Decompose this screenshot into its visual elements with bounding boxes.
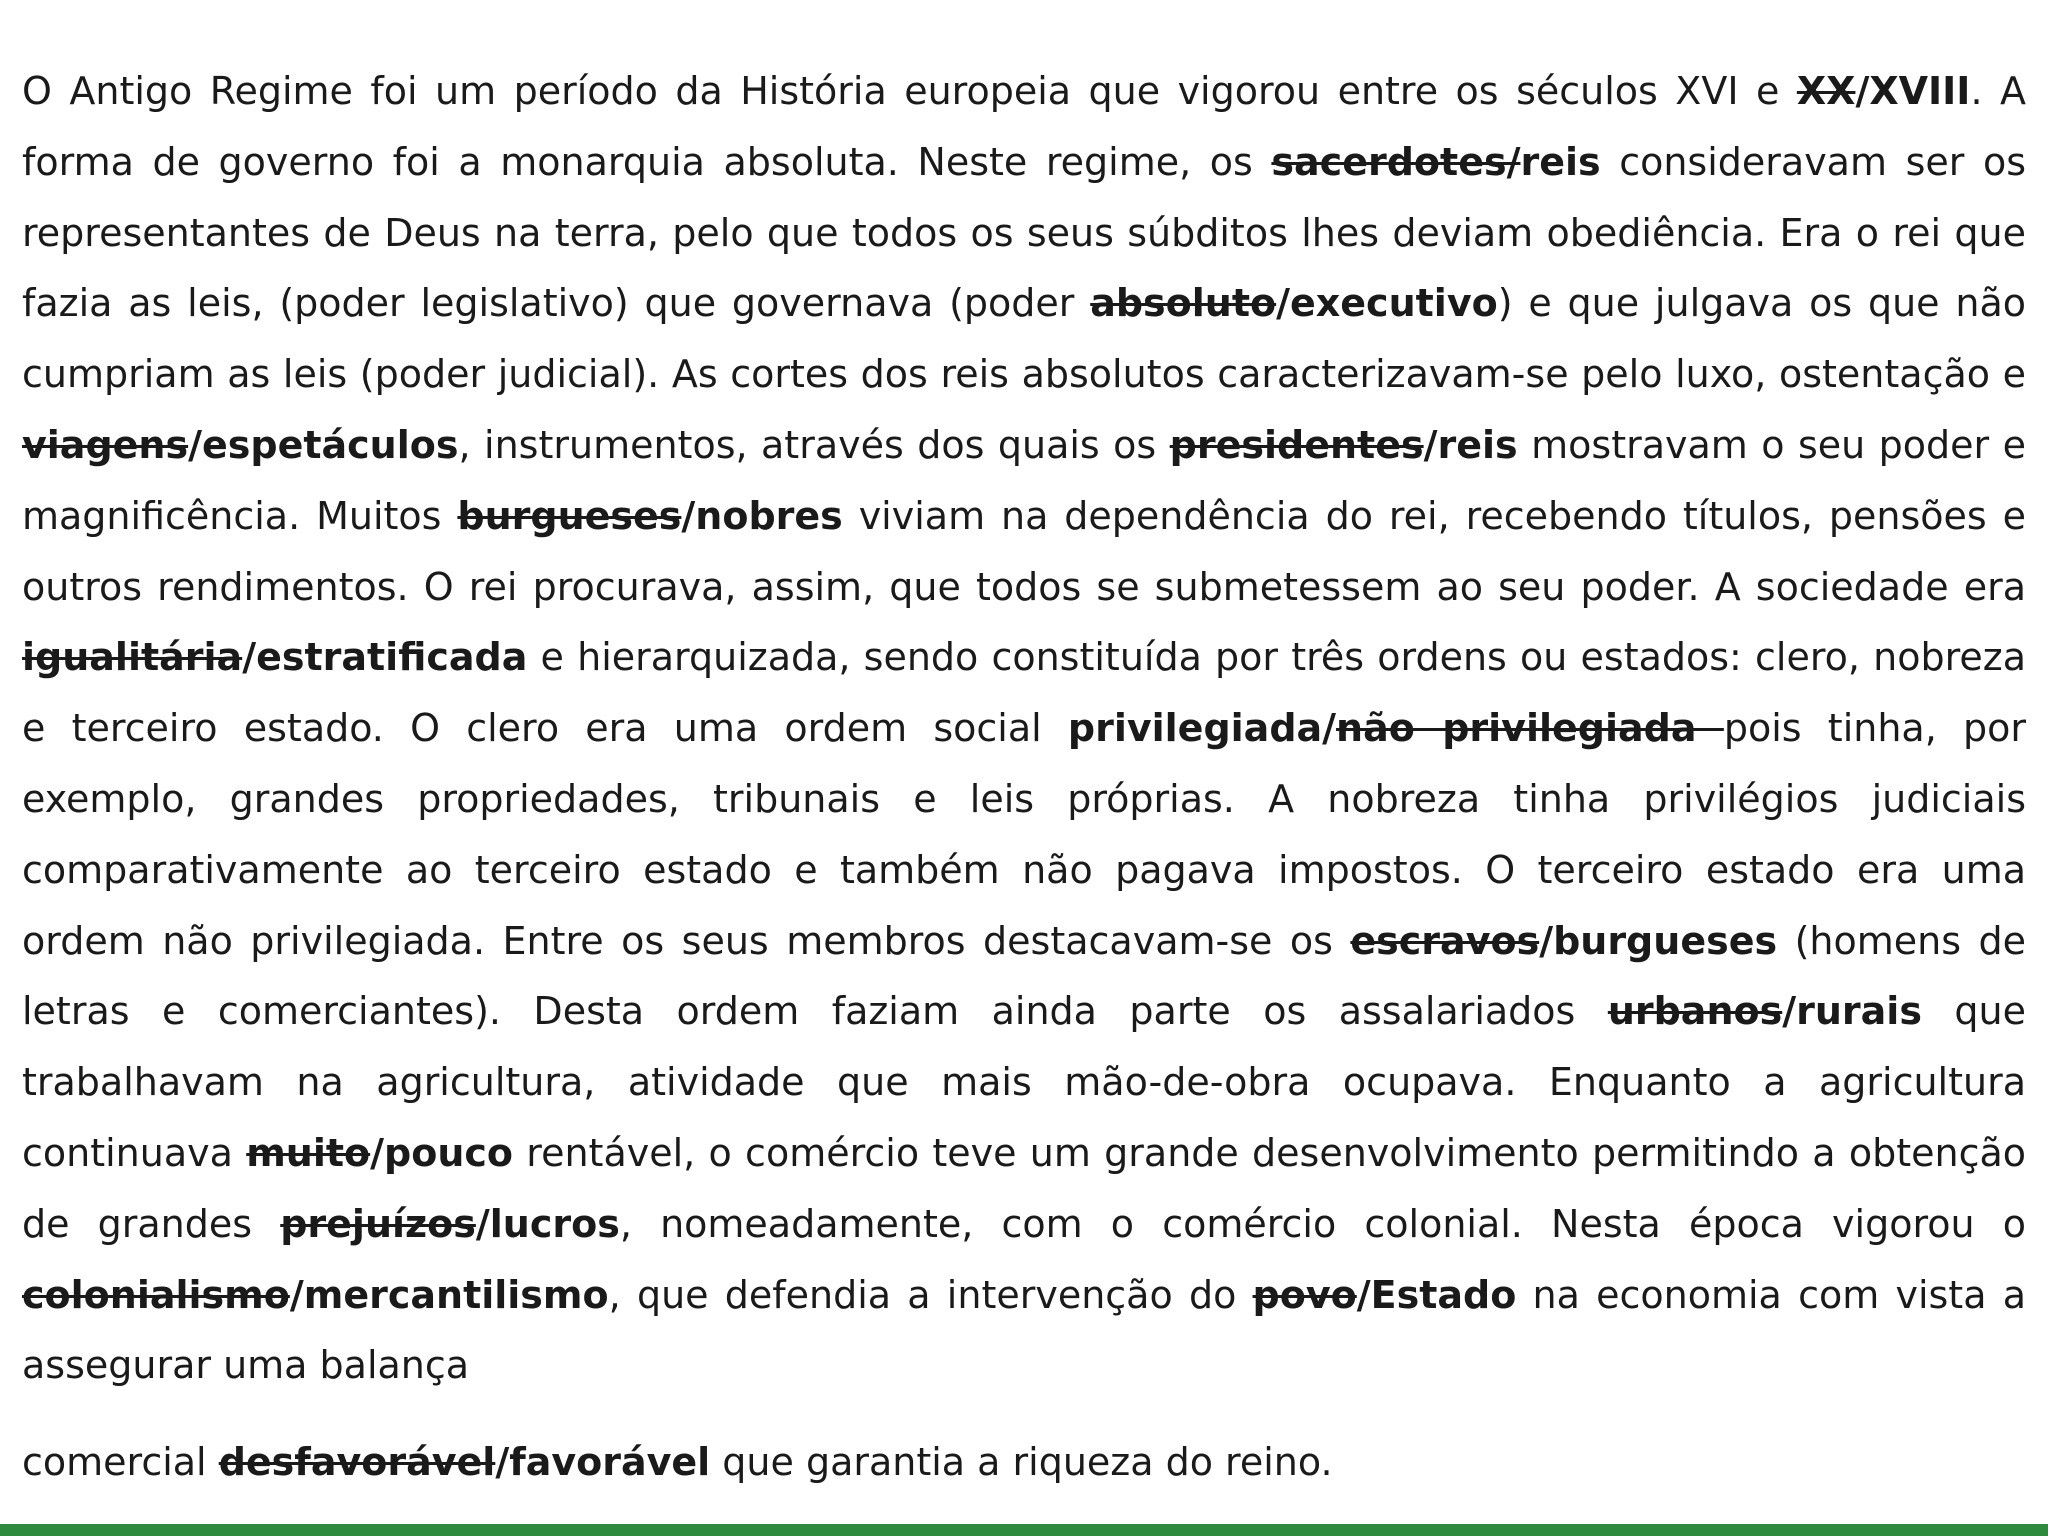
correct-option: /burgueses xyxy=(1539,918,1778,963)
struck-option: desfavorável xyxy=(218,1440,496,1485)
text-run: ) e que julgava os que não cumpriam as leis (poder judicial). As cortes dos reis absolutos caracterizavam-se pelo luxo, ostentação e xyxy=(22,281,2026,397)
bottom-accent-bar xyxy=(0,1524,2048,1536)
text-run: viviam na dependência do rei, recebendo títulos, pensões e outros rendimentos. O rei procurava, assim, que todos se submetessem ao seu poder. A sociedade era xyxy=(22,493,2026,609)
correct-option: /Estado xyxy=(1356,1272,1517,1317)
text-run: que garantia a riqueza do reino. xyxy=(710,1440,1333,1485)
struck-option: presidentes xyxy=(1169,422,1424,467)
correct-option: /reis xyxy=(1423,422,1518,467)
text-run: rentável, o comércio teve um grande desenvolvimento permitindo a obtenção de grandes xyxy=(22,1130,2027,1246)
text-run: , instrumentos, através dos quais os xyxy=(458,422,1170,467)
struck-option: igualitária xyxy=(22,635,243,680)
struck-option: absoluto xyxy=(1090,281,1277,326)
correct-option: reis xyxy=(1520,139,1601,184)
correct-option: /estratificada xyxy=(242,635,528,680)
text-run: que trabalhavam na agricultura, atividade que mais mão-de-obra ocupava. Enquanto a agricultura continuava xyxy=(22,989,2026,1175)
struck-option: XX xyxy=(1796,69,1856,113)
text-run: mostravam o seu poder e magnificência. Muitos xyxy=(22,422,2026,538)
text-run: pois tinha, por exemplo, grandes propriedades, tribunais e leis próprias. A nobreza tinha privilégios judiciais comparativamente ao terceiro estado e também não pagava impostos. O terceiro estado era uma ordem não privilegiada. Entre os seus membros destacavam-se os xyxy=(22,706,2026,963)
correct-option: /nobres xyxy=(681,493,843,538)
correct-option: /XVIII xyxy=(1855,69,1971,113)
text-run: e hierarquizada, sendo constituída por três ordens ou estados: clero, nobreza e terceiro estado. O clero era uma ordem social xyxy=(22,635,2026,751)
text-run: , nomeadamente, com o comércio colonial. Nesta época vigorou o xyxy=(619,1201,2026,1246)
text-run: comercial xyxy=(22,1440,219,1485)
struck-option: povo xyxy=(1252,1272,1357,1317)
struck-option: prejuízos xyxy=(280,1201,476,1246)
text-run: na economia com vista a assegurar uma balança xyxy=(22,1272,2026,1388)
struck-option: viagens xyxy=(22,422,189,467)
correct-option: /mercantilismo xyxy=(289,1272,609,1317)
main-paragraph xyxy=(22,56,2026,1401)
document-body xyxy=(22,56,2026,1498)
text-run: O Antigo Regime foi um período da História europeia que vigorou entre os séculos XVI e xyxy=(22,69,1797,113)
correct-option: /rurais xyxy=(1782,989,1922,1034)
text-run: , que defendia a intervenção do xyxy=(608,1272,1253,1317)
closing-line xyxy=(22,1427,2026,1498)
struck-option: burgueses xyxy=(457,493,682,538)
correct-option: /executivo xyxy=(1276,281,1498,326)
correct-option: privilegiada/ xyxy=(1067,706,1337,751)
struck-option: colonialismo xyxy=(22,1272,290,1317)
correct-option: /lucros xyxy=(475,1201,620,1246)
text-run: consideravam ser os representantes de Deus na terra, pelo que todos os seus súbditos lhes deviam obediência. Era o rei que fazia as leis, (poder legislativo) que governava (poder xyxy=(22,139,2026,326)
struck-option: urbanos xyxy=(1607,989,1783,1034)
correct-option: /espetáculos xyxy=(188,422,459,467)
struck-option: não privilegiada xyxy=(1336,706,1724,751)
correct-option: /favorável xyxy=(495,1440,711,1485)
correct-option: /pouco xyxy=(370,1130,514,1175)
struck-option: muito xyxy=(246,1130,371,1175)
struck-option: sacerdotes/ xyxy=(1271,139,1521,184)
text-run: . A forma de governo foi a monarquia absoluta. Neste regime, os xyxy=(22,69,2026,184)
struck-option: escravos xyxy=(1350,918,1540,963)
text-run: (homens de letras e comerciantes). Desta ordem faziam ainda parte os assalariados xyxy=(22,918,2026,1034)
